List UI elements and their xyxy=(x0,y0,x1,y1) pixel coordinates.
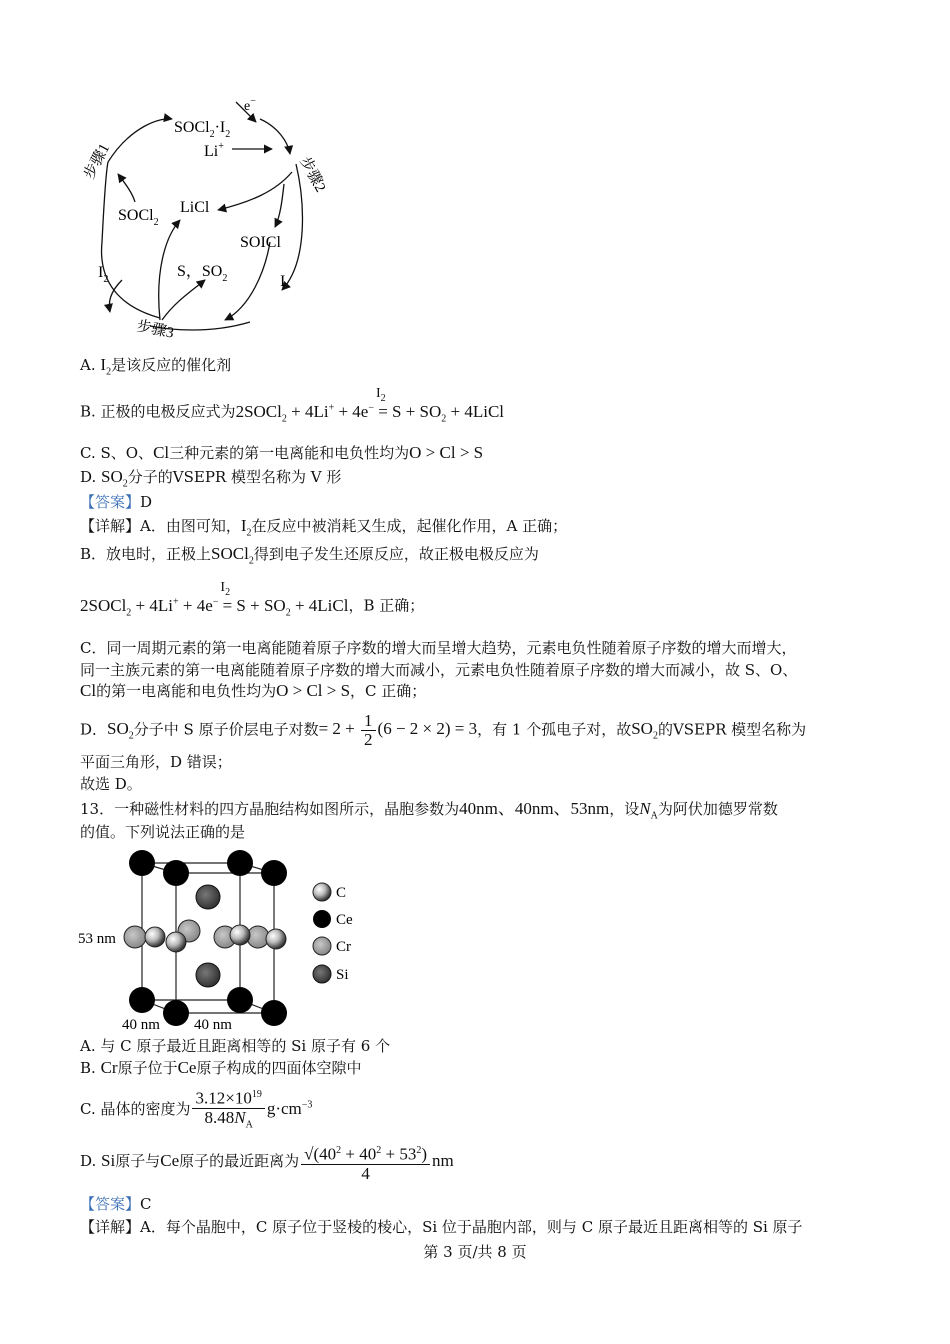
crystal-structure-figure xyxy=(78,845,378,1035)
reaction-cycle-diagram xyxy=(60,92,360,354)
soicl-label: SOICl xyxy=(240,234,281,251)
q13-option-c: C. 晶体的密度为 $\frac{3.12\times 10^{19}}{8.48N_A}$ $g\cdot cm^{-3}$ xyxy=(80,1086,312,1134)
li-plus-label: Li+ xyxy=(204,141,224,160)
q13-detail-a: 【详解】A．每个晶胞中，C 原子位于竖棱的棱心，Si 位于晶胞内部，则与 C 原子最近且距离相等的 Si 原子 xyxy=(80,1218,803,1236)
q13-option-d: D. Si原子与Ce原子的最近距离为 $\frac{√(40^2 + 40^2 + 53^2)}{4}$ nm xyxy=(80,1142,454,1183)
q12-option-d: D. $SO_2$分子的VSEPR 模型名称为 V 形 xyxy=(80,467,342,490)
q12-answer: 【答案】D xyxy=(80,493,153,511)
q12-conclusion: 故选 D。 xyxy=(80,775,142,793)
q13-option-a: A. 与 C 原子最近且距离相等的 Si 原子有 6 个 xyxy=(80,1037,391,1055)
socl2-i2-label: $SOCl_2\cdot I_2$ xyxy=(174,119,231,140)
q12-detail-c-line1: C．同一周期元素的第一电离能随着原子序数的增大而呈增大趋势，元素电负性随着原子序数的增大而增大， xyxy=(80,639,797,657)
step2-label: 步骤2 xyxy=(296,154,329,196)
q12-detail-d-line2: 平面三角形，D 错误； xyxy=(80,753,232,771)
q12-detail-b-equation: 2SOCl$_2$ + 4Li+ + 4e− $I_2$ = $S + SO_2$ + 4LiCl，B 正确； xyxy=(80,579,425,619)
svg-text:Ce: Ce xyxy=(336,912,353,928)
q12-detail-c-line3: Cl的第一电离能和电负性均为O > Cl > S，C 正确； xyxy=(80,681,427,700)
i2-label: $I_2$ xyxy=(98,264,109,285)
q13-option-b: B. Cr原子位于Ce原子构成的四面体空隙中 xyxy=(80,1058,362,1077)
page-footer: 第 3 页/共 8 页 xyxy=(423,1243,527,1261)
step1-label: 步骤1 xyxy=(81,141,114,182)
label-40nm-a: 40 nm xyxy=(122,1017,160,1033)
label-53nm: 53 nm xyxy=(78,931,116,947)
q12-detail-a: 【详解】A．由图可知，$I_2$在反应中被消耗又生成，起催化作用，A 正确； xyxy=(80,516,568,539)
q13-answer: 【答案】C xyxy=(80,1195,152,1213)
svg-text:Si: Si xyxy=(336,967,349,983)
licl-label: LiCl xyxy=(180,199,210,216)
q12-option-b: B. 正极的电极反应式为2SOCl$_2$ + 4Li+ + 4e− $I_2$ = $S + SO_2$ + 4LiCl xyxy=(80,385,505,425)
label-40nm-b: 40 nm xyxy=(194,1017,232,1033)
socl2-label: SOCl$_2$ xyxy=(118,207,159,228)
crystal-legend xyxy=(313,883,353,983)
q13-stem-line1: 13．一种磁性材料的四方晶胞结构如图所示，晶胞参数为40nm、40nm、53nm，设$N_A$为阿伏加德罗常数 xyxy=(80,799,778,822)
svg-text:C: C xyxy=(336,885,347,901)
q12-option-c: C. S、O、Cl三种元素的第一电离能和电负性均为O > Cl > S xyxy=(80,443,484,462)
q12-detail-d-line1: D．$SO_2$分子中 S 原子价层电子对数= 2 + $\frac{1}{2}$ (6 − 2 × 2) = 3，有 1 个孤电子对，故$SO_2$的VSEPR 模型名称为 xyxy=(80,711,807,749)
q12-option-a: A. $I_2$是该反应的催化剂 xyxy=(80,355,232,378)
q13-stem-line2: 的值。下列说法正确的是 xyxy=(80,823,246,841)
q12-detail-c-line2: 同一主族元素的第一电离能随着原子序数的增大而减小，元素电负性随着原子序数的增大而减小，故 S、O、 xyxy=(80,661,798,679)
i-label: I xyxy=(280,273,286,290)
s-so2-label: S，$SO_2$ xyxy=(177,263,228,284)
svg-text:Cr: Cr xyxy=(336,939,351,955)
q12-detail-b: B．放电时，正极上SOCl$_2$得到电子发生还原反应，故正极电极反应为 xyxy=(80,544,539,567)
step3-label: 步骤3 xyxy=(135,318,176,342)
electron-label: e− xyxy=(244,96,256,114)
